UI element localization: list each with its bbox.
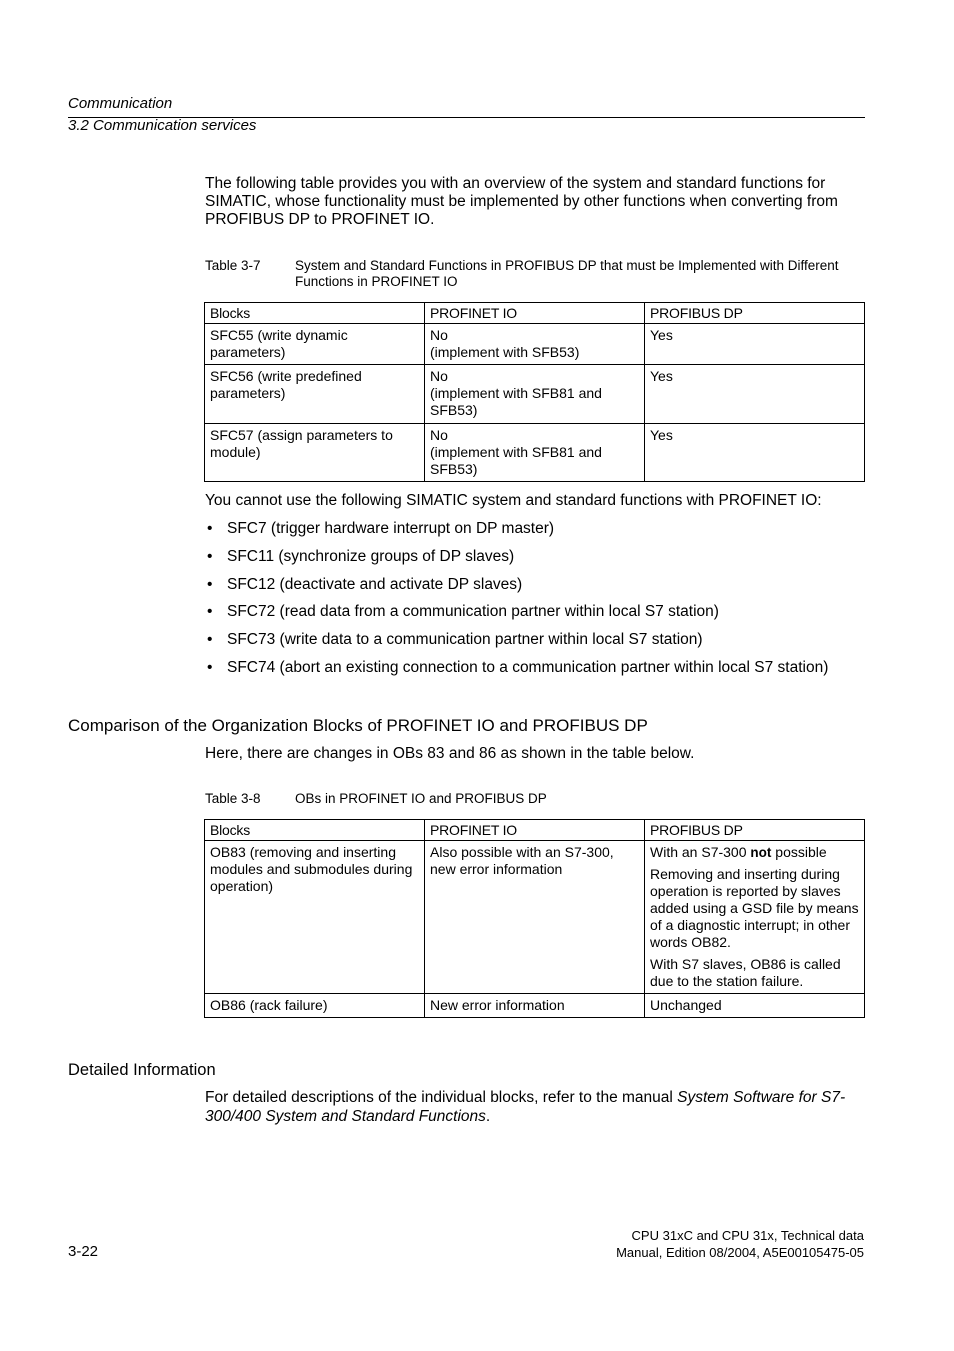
table1-caption	[205, 258, 865, 292]
table-header-row	[205, 820, 865, 841]
table-cell-block: SFC55 (write dynamic parameters)	[205, 324, 425, 365]
table-header-cell: PROFIBUS DP	[645, 303, 865, 324]
intro-paragraph: The following table provides you with an overview of the system and standard functions for SIMATIC, whose functionality must be implemented by other functions when converting from PROFIBUS DP to PROFINET IO.	[205, 175, 838, 228]
bullet-icon: •	[207, 603, 213, 621]
table-cell-block: SFC56 (write predefined parameters)	[205, 365, 425, 424]
table-cell-profinet: No (implement with SFB81 and SFB53)	[425, 424, 645, 482]
table-header-cell: PROFINET IO	[425, 820, 645, 841]
table-header-cell: Blocks	[205, 303, 425, 324]
ob-intro-paragraph: Here, there are changes in OBs 83 and 86 as shown in the table below.	[205, 745, 695, 762]
footer-document-info	[464, 1227, 864, 1261]
table2-caption-number: Table 3-8	[205, 791, 261, 806]
function-list	[205, 520, 828, 687]
list-item: • SFC72 (read data from a communication partner within local S7 station)	[207, 603, 719, 621]
table-cell-block: OB83 (removing and inserting modules and submodules during operation)	[205, 841, 425, 994]
bullet-icon: •	[207, 520, 213, 537]
table-header-cell: Blocks	[205, 820, 425, 841]
bullet-icon: •	[207, 631, 213, 649]
table-cell-profibus: Unchanged	[645, 994, 865, 1018]
table-cell-profibus: Yes	[645, 424, 865, 482]
table-cell-profinet: No (implement with SFB81 and SFB53)	[425, 365, 645, 424]
list-item: • SFC7 (trigger hardware interrupt on DP master)	[207, 520, 555, 537]
table-row	[205, 424, 865, 482]
table-row	[205, 365, 865, 424]
table-cell-profinet: Also possible with an S7-300, new error information	[425, 841, 645, 994]
table2-caption-text: OBs in PROFINET IO and PROFIBUS DP	[295, 791, 547, 806]
header-chapter: Communication	[68, 95, 173, 112]
bullet-icon: •	[207, 547, 213, 565]
section-heading-ob-comparison: Comparison of the Organization Blocks of PROFINET IO and PROFIBUS DP	[68, 716, 648, 735]
table-cell-block: OB86 (rack failure)	[205, 994, 425, 1018]
table1-caption-number: Table 3-7	[205, 258, 261, 273]
emphasis-not: not	[750, 845, 772, 860]
table-cell-profibus: Yes	[645, 365, 865, 424]
detailed-paragraph: For detailed descriptions of the individual blocks, refer to the manual System Software for S7-300/400 System and Standard Functions.	[205, 1089, 846, 1125]
cannot-use-paragraph: You cannot use the following SIMATIC system and standard functions with PROFINET IO:	[205, 492, 822, 509]
page-number: 3-22	[68, 1243, 99, 1260]
table-row	[205, 994, 865, 1018]
table-organization-blocks	[204, 819, 865, 1018]
table-cell-profinet: No (implement with SFB53)	[425, 324, 645, 365]
table-cell-profibus: With an S7-300 not possible Removing and inserting during operation is reported by slaves added using a GSD file by means of a diagnostic interrupt; in other words OB82. With S7 slaves, OB86 is called due to the station failure.	[645, 841, 865, 994]
table-header-row	[205, 303, 865, 324]
bullet-icon: •	[207, 658, 213, 676]
header-section: 3.2 Communication services	[68, 117, 257, 134]
table1-caption-text: System and Standard Functions in PROFIBUS DP that must be Implemented with Different Functions in PROFINET IO	[295, 258, 839, 289]
table-system-functions	[204, 302, 865, 482]
bullet-icon: •	[207, 575, 213, 593]
list-item: • SFC73 (write data to a communication partner within local S7 station)	[207, 631, 703, 649]
footer-edition: Manual, Edition 08/2004, A5E00105475-05	[616, 1245, 864, 1260]
table-header-cell: PROFIBUS DP	[645, 820, 865, 841]
list-item: • SFC74 (abort an existing connection to a communication partner within local S7 station)	[207, 658, 829, 676]
table-header-cell: PROFINET IO	[425, 303, 645, 324]
table2-caption	[205, 791, 865, 809]
header-rule	[68, 117, 865, 118]
manual-title: System Software for S7-300/400 System and Standard Functions	[205, 1089, 846, 1125]
table-cell-block: SFC57 (assign parameters to module)	[205, 424, 425, 482]
table-row	[205, 841, 865, 994]
table-cell-profinet: New error information	[425, 994, 645, 1018]
footer-title: CPU 31xC and CPU 31x, Technical data	[631, 1228, 864, 1243]
list-item: • SFC12 (deactivate and activate DP slaves)	[207, 575, 523, 593]
table-row	[205, 324, 865, 365]
table-cell-profibus: Yes	[645, 324, 865, 365]
list-item: • SFC11 (synchronize groups of DP slaves)	[207, 547, 515, 565]
section-heading-detailed-information: Detailed Information	[68, 1061, 216, 1079]
